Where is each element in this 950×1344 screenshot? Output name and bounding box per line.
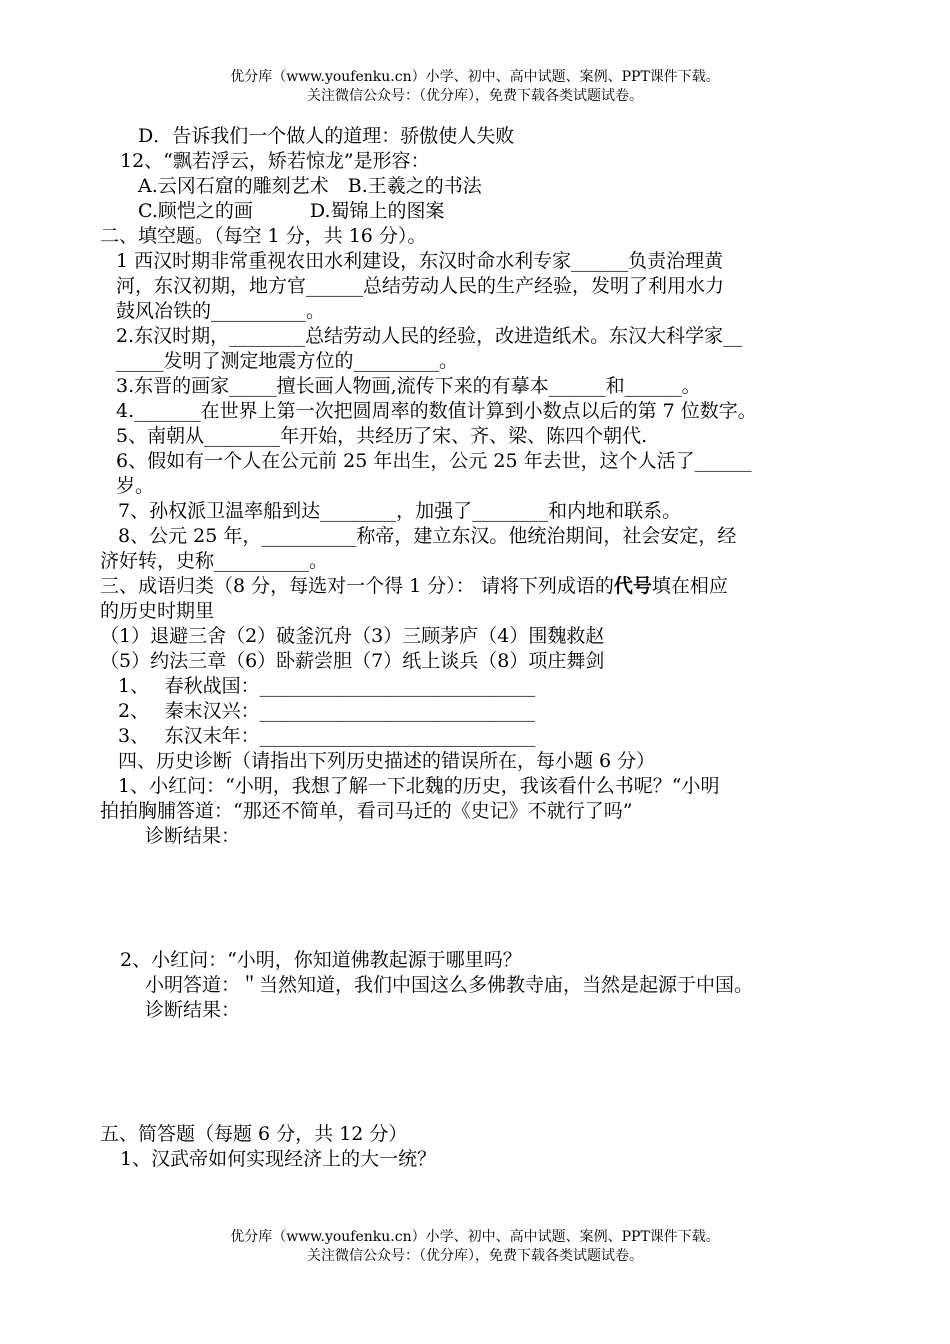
idiom-period-1: 1、 春秋战国：_____________________________ — [118, 675, 536, 697]
idiom-section-title — [100, 574, 728, 598]
fill-q1-line2: 河，东汉初期，地方官______总结劳动人民的生产经验，发明了利用水力 — [116, 275, 725, 297]
idiom-title-pre: 三、成语归类（8 分，每选对一个得 1 分）： 请将下列成语的 — [100, 575, 614, 597]
fill-q2-line1: 2.东汉时期，________总结劳动人民的经验，改进造纸术。东汉大科学家__ — [116, 325, 743, 347]
fill-section-title: 二、填空题。（每空 1 分，共 16 分）。 — [100, 225, 427, 247]
idiom-period-3: 3、 东汉末年：_____________________________ — [118, 725, 536, 747]
short-answer-q1: 1、汉武帝如何实现经济上的大一统？ — [120, 1148, 437, 1170]
diagnose-q2-result: 诊断结果： — [145, 999, 241, 1021]
fill-q7: 7、孙权派卫温率船到达________，加强了________和内地和联系。 — [118, 500, 682, 522]
diagnose-q1-result: 诊断结果： — [145, 825, 241, 847]
page-footer — [0, 1228, 950, 1266]
idiom-list-row1: （1）退避三舍（2）破釜沉舟（3）三顾茅庐（4）围魏救赵 — [100, 625, 605, 647]
idiom-period-2: 2、 秦末汉兴：_____________________________ — [118, 700, 536, 722]
fill-q4: 4._______在世界上第一次把圆周率的数值计算到小数点以后的第 7 位数字。 — [116, 400, 757, 422]
fill-q5: 5、南朝从________年开始，共经历了宋、齐、梁、陈四个朝代. — [116, 425, 648, 447]
idiom-list-row2: （5）约法三章（6）卧薪尝胆（7）纸上谈兵（8）项庄舞剑 — [100, 650, 605, 672]
footer-line-2: 关注微信公众号：（优分库），免费下载各类试题试卷。 — [307, 1248, 643, 1264]
fill-q6-line2: 岁。 — [116, 475, 155, 497]
fill-q8-line2: 济好转，史称__________。 — [100, 550, 329, 572]
fill-q2-line2: _____发明了测定地震方位的_________。 — [116, 350, 459, 372]
diagnose-q2-line2: 小明答道：＂当然知道，我们中国这么多佛教寺庙，当然是起源于中国。 — [145, 974, 754, 996]
idiom-title-post: 填在相应 — [651, 575, 728, 597]
fill-q6-line1: 6、假如有一个人在公元前 25 年出生，公元 25 年去世，这个人活了______ — [116, 450, 752, 472]
q11-option-d: D．告诉我们一个做人的道理：骄傲使人失败 — [138, 125, 515, 147]
q12-options-ab: A.云冈石窟的雕刻艺术 B.王羲之的书法 — [138, 175, 482, 197]
fill-q1-line1: 1 西汉时期非常重视农田水利建设，东汉时命水利专家______负责治理黄 — [116, 250, 724, 272]
idiom-title-line2: 的历史时期里 — [100, 600, 215, 622]
q12-options-cd: C.顾恺之的画 D.蜀锦上的图案 — [138, 200, 445, 222]
fill-q8-line1: 8、公元 25 年，__________称帝，建立东汉。他统治期间，社会安定，经 — [118, 525, 737, 547]
footer-line-1: 优分库（www.youfenku.cn）小学、初中、高中试题、案例、PPT课件下载。 — [230, 1229, 720, 1245]
fill-q1-line3: 鼓风冶铁的__________。 — [116, 300, 326, 322]
diagnose-q1-line2: 拍拍胸脯答道：“那还不简单，看司马迁的《史记》不就行了吗” — [100, 800, 633, 822]
fill-q3: 3.东晋的画家_____擅长画人物画,流传下来的有摹本______和______。 — [116, 375, 701, 397]
header-line-2: 关注微信公众号：（优分库），免费下载各类试题试卷。 — [307, 88, 643, 104]
page-header — [0, 68, 950, 106]
header-line-1: 优分库（www.youfenku.cn）小学、初中、高中试题、案例、PPT课件下载。 — [230, 69, 720, 85]
diagnose-section-title: 四、历史诊断（请指出下列历史描述的错误所在，每小题 6 分） — [118, 750, 656, 772]
q12-stem: 12、“飘若浮云，矫若惊龙”是形容： — [120, 150, 430, 172]
short-answer-title: 五、简答题（每题 6 分，共 12 分） — [100, 1123, 408, 1145]
diagnose-q2-line1: 2、小红问：“小明，你知道佛教起源于哪里吗？ — [120, 949, 522, 971]
diagnose-q1-line1: 1、小红问：“小明，我想了解一下北魏的历史，我该看什么书呢？“小明 — [118, 775, 720, 797]
idiom-title-bold: 代号 — [613, 575, 652, 597]
